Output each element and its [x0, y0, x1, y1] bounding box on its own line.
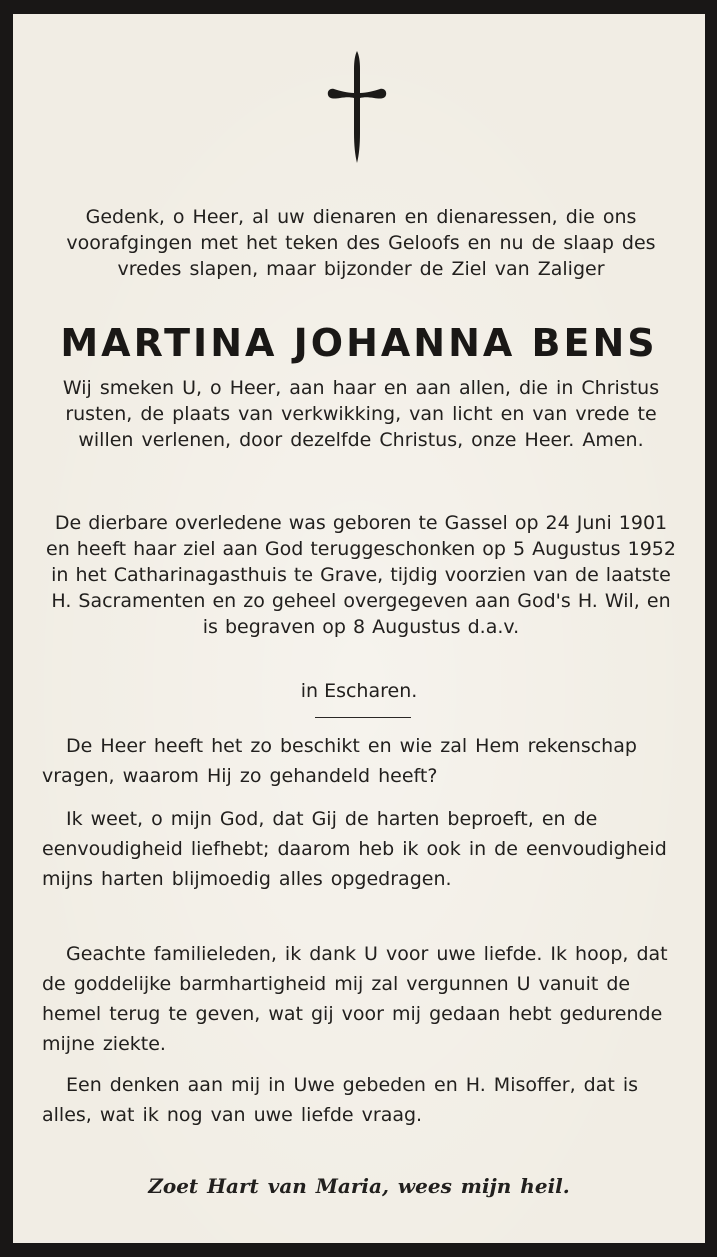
burial-place: in Escharen. — [300, 680, 418, 702]
message-paragraph: Ik weet, o mijn God, dat Gij de harten beproeft, en de eenvoudigheid liefhebt; daarom heb ik ook in de eenvoudigheid mijns harten blijmoedig alles opgedragen. — [42, 808, 667, 890]
divider — [315, 717, 411, 718]
closing-invocation: Zoet Hart van Maria, wees mijn heil. — [148, 1174, 570, 1198]
deceased-name: MARTINA JOHANNA BENS — [60, 321, 658, 365]
message-paragraph: Geachte familieleden, ik dank U voor uwe liefde. Ik hoop, dat de goddelijke barmhartigheid mij zal vergunnen U vanuit de hemel terug te geven, wat gij voor mij gedaan hebt gedurende mijne ziekte. — [42, 943, 668, 1055]
cross-icon — [326, 49, 388, 165]
message-paragraph: Een denken aan mij in Uwe gebeden en H. Misoffer, dat is alles, wat ik nog van uwe liefde vraag. — [42, 1074, 639, 1126]
card-paper — [13, 14, 705, 1243]
biography: De dierbare overledene was geboren te Gassel op 24 Juni 1901 en heeft haar ziel aan God teruggeschonken op 5 Augustus 1952 in het Catharinagasthuis te Grave, tijdig voorzien van de laatste H. Sacramenten en zo geheel overgegeven aan God's H. Wil, en is begraven op 8 Augustus d.a.v. — [46, 512, 676, 638]
opening-prayer: Gedenk, o Heer, al uw dienaren en dienaressen, die ons voorafgingen met het teken des Geloofs en nu de slaap des vredes slapen, maar bijzonder de Ziel van Zaliger — [66, 206, 656, 280]
intercession-prayer: Wij smeken U, o Heer, aan haar en aan allen, die in Christus rusten, de plaats van verkwikking, van licht en van vrede te willen verlenen, door dezelfde Christus, onze Heer. Amen. — [62, 377, 660, 451]
message-paragraph: De Heer heeft het zo beschikt en wie zal Hem rekenschap vragen, waarom Hij zo gehandeld heeft? — [42, 735, 637, 787]
